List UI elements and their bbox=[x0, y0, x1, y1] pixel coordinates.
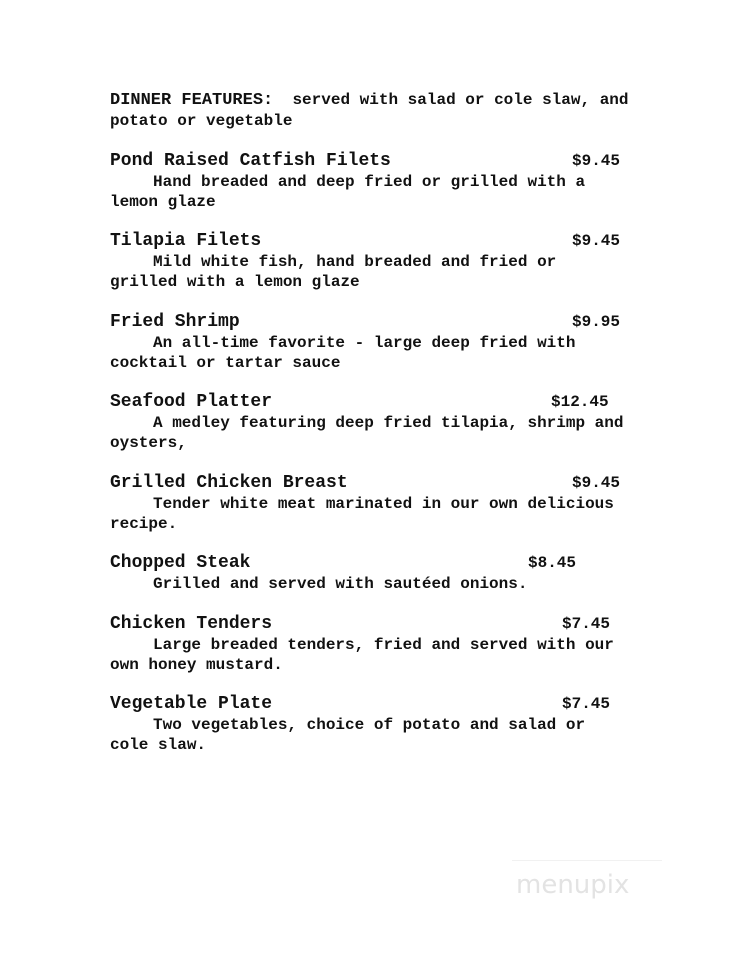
menu-item-price: $9.45 bbox=[572, 232, 621, 250]
menu-item bbox=[110, 472, 650, 534]
menu-item-description: Grilled and served with sautéed onions. bbox=[153, 575, 528, 593]
intro-heading: DINNER FEATURES: bbox=[110, 91, 274, 110]
menu-item-name: Grilled Chicken Breast bbox=[110, 473, 348, 493]
menu-item-price: $9.45 bbox=[572, 474, 621, 492]
menu-item-name: Vegetable Plate bbox=[110, 694, 273, 714]
menu-item bbox=[110, 311, 650, 373]
menu-item-name: Pond Raised Catfish Filets bbox=[110, 151, 391, 171]
dinner-features-intro bbox=[110, 90, 670, 131]
menu-item-description: Two vegetables, choice of potato and salad or cole slaw. bbox=[110, 716, 595, 754]
menu-item-description: Mild white fish, hand breaded and fried or grilled with a lemon glaze bbox=[110, 253, 566, 291]
menu-item-price: $9.95 bbox=[572, 313, 621, 331]
menu-item bbox=[110, 230, 650, 292]
menu-item bbox=[110, 693, 650, 755]
menu-item-price: $8.45 bbox=[528, 554, 577, 572]
menu-item-name: Chopped Steak bbox=[110, 553, 251, 573]
menu-item bbox=[110, 552, 650, 594]
menupix-watermark: menupix bbox=[516, 870, 630, 900]
menu-item-description: Tender white meat marinated in our own delicious recipe. bbox=[110, 495, 624, 533]
menu-item-name: Seafood Platter bbox=[110, 392, 273, 412]
menu-item bbox=[110, 391, 650, 453]
menu-item-price: $9.45 bbox=[572, 152, 621, 170]
menu-item-name: Tilapia Filets bbox=[110, 231, 262, 251]
menu-item-description: An all-time favorite - large deep fried with cocktail or tartar sauce bbox=[110, 334, 586, 372]
menu-item-name: Chicken Tenders bbox=[110, 614, 273, 634]
menu-item bbox=[110, 150, 650, 212]
menu-item-name: Fried Shrimp bbox=[110, 312, 240, 332]
menu-item-description: Large breaded tenders, fried and served with our own honey mustard. bbox=[110, 636, 624, 674]
menu-item-description: Hand breaded and deep fried or grilled with a lemon glaze bbox=[110, 173, 595, 211]
menu-item-price: $12.45 bbox=[551, 393, 609, 411]
menu-item-price: $7.45 bbox=[562, 695, 611, 713]
menu-item bbox=[110, 613, 650, 675]
intro-text: served with salad or cole slaw, and potato or vegetable bbox=[110, 91, 639, 130]
menu-item-price: $7.45 bbox=[562, 615, 611, 633]
menu-item-description: A medley featuring deep fried tilapia, shrimp and oysters, bbox=[110, 414, 634, 452]
watermark-divider bbox=[512, 860, 662, 861]
